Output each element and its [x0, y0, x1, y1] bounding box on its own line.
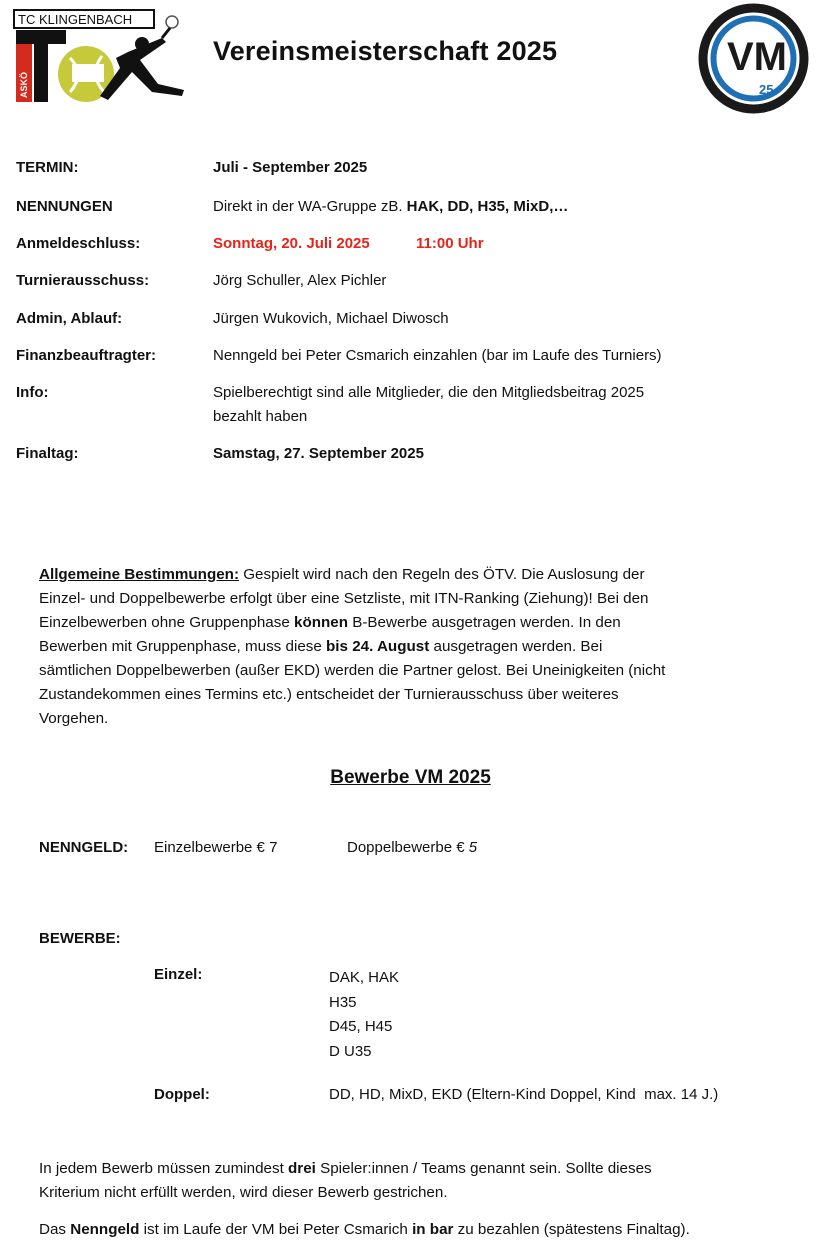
value-nennungen [213, 198, 568, 215]
einzel-item: H35 [329, 993, 357, 1011]
rules-line-5: sämtlichen Doppelbewerben (außer EKD) werden die Partner gelost. Bei Uneinigkeiten (nicht [39, 662, 666, 679]
label-einzel: Einzel: [154, 966, 203, 983]
rules-line-1 [39, 563, 799, 587]
rules-line-3: Einzelbewerben ohne Gruppenphase können B-Bewerbe ausgetragen werden. In den [39, 614, 621, 631]
doppel-list: DD, HD, MixD, EKD (Eltern-Kind Doppel, Kind max. 14 J.) [329, 1086, 719, 1103]
vm-badge-logo [697, 2, 810, 115]
label-nennungen: NENNUNGEN [16, 198, 113, 215]
badge-year: 25 [759, 82, 774, 97]
rules-line-4: Bewerben mit Gruppenphase, muss diese bis 24. August ausgetragen werden. Bei [39, 638, 603, 655]
footer-line-1: In jedem Bewerb müssen zumindest drei Spieler:innen / Teams genannt sein. Sollte dieses [39, 1160, 652, 1177]
rules-line-7: Vorgehen. [39, 710, 109, 727]
label-finanzbeauftragter: Finanzbeauftragter: [16, 347, 157, 364]
club-logo-graphic [12, 8, 194, 108]
label-nenngeld: NENNGELD: [39, 839, 129, 856]
value-termin: Juli - September 2025 [213, 159, 368, 176]
label-bewerbe: BEWERBE: [39, 930, 121, 947]
rules-line-2: Einzel- und Doppelbewerbe erfolgt über eine Setzliste, mit ITN-Ranking (Ziehung)! Bei den [39, 590, 649, 607]
value-anmeldeschluss-time: 11:00 Uhr [416, 235, 484, 252]
label-admin: Admin, Ablauf: [16, 310, 123, 327]
label-termin: TERMIN: [16, 159, 79, 176]
club-logo [12, 8, 194, 108]
logo-sponsor: ASKÖ [19, 71, 29, 98]
section-title-bewerbe: Bewerbe VM 2025 [330, 767, 491, 788]
value-turnierausschuss: Jörg Schuller, Alex Pichler [213, 272, 387, 289]
label-anmeldeschluss: Anmeldeschluss: [16, 235, 141, 252]
einzel-item: DAK, HAK [329, 969, 400, 986]
page-title: Vereinsmeisterschaft 2025 [213, 36, 558, 66]
footer-paragraph-1 [39, 1157, 799, 1205]
rules-text-1: Gespielt wird nach den Regeln des ÖTV. Die Auslosung der [239, 566, 645, 583]
fee-double: Doppelbewerbe € 5 [347, 839, 478, 856]
label-turnierausschuss: Turnierausschuss: [16, 272, 150, 289]
fee-single: Einzelbewerbe € 7 [154, 839, 278, 856]
einzel-list [329, 966, 399, 1064]
value-finaltag: Samstag, 27. September 2025 [213, 445, 424, 462]
nennungen-text: Direkt in der WA-Gruppe zB. [213, 198, 407, 215]
value-anmeldeschluss-date: Sonntag, 20. Juli 2025 [213, 235, 370, 252]
footer-line-2: Kriterium nicht erfüllt werden, wird dieser Bewerb gestrichen. [39, 1184, 448, 1201]
rules-line-6: Zustandekommen eines Termins etc.) entscheidet der Turnierausschuss über weiteres [39, 686, 619, 703]
footer-paragraph-2: Das Nenngeld ist im Laufe der VM bei Peter Csmarich in bar zu bezahlen (spätestens Finaltag). [39, 1221, 690, 1238]
value-info-line2: bezahlt haben [213, 408, 308, 425]
label-info: Info: [16, 384, 49, 401]
rules-heading: Allgemeine Bestimmungen: [39, 566, 240, 583]
value-finanzbeauftragter: Nenngeld bei Peter Csmarich einzahlen (bar im Laufe des Turniers) [213, 347, 662, 364]
value-info-line1: Spielberechtigt sind alle Mitglieder, die den Mitgliedsbeitrag 2025 [213, 384, 645, 401]
einzel-item: D U35 [329, 1042, 372, 1060]
vm-badge-graphic [697, 2, 810, 115]
value-admin: Jürgen Wukovich, Michael Diwosch [213, 310, 449, 327]
label-finaltag: Finaltag: [16, 445, 79, 462]
rules-paragraph [39, 563, 799, 731]
badge-letters: VM [727, 35, 787, 79]
einzel-item: D45, H45 [329, 1018, 393, 1035]
label-doppel: Doppel: [154, 1086, 210, 1103]
nennungen-categories: HAK, DD, H35, MixD,… [406, 198, 569, 215]
logo-club-name: TC KLINGENBACH [18, 12, 133, 27]
